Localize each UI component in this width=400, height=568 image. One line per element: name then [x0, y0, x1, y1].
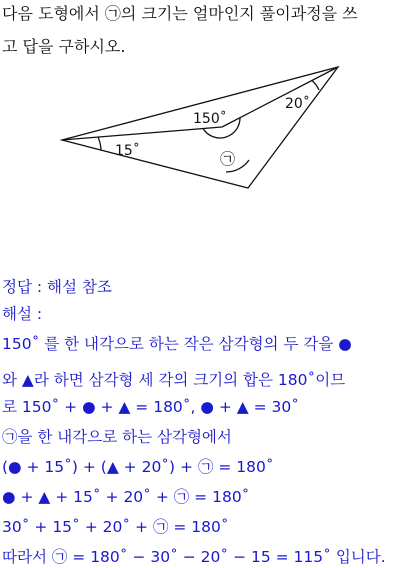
- answer-line-10: 따라서 ㉠ = 180˚ − 30˚ − 20˚ − 15 = 115˚ 입니다.: [2, 548, 386, 566]
- answer-line-7: (● + 15˚) + (▲ + 20˚) + ㉠ = 180˚: [2, 458, 274, 476]
- answer-line-8: ● + ▲ + 15˚ + 20˚ + ㉠ = 180˚: [2, 488, 250, 506]
- answer-line-2: 해설 :: [2, 305, 43, 323]
- answer-line-4: 와 ▲라 하면 삼각형 세 각의 크기의 합은 180˚이므: [2, 371, 346, 389]
- triangle-figure: [0, 60, 400, 200]
- arc-15: [98, 137, 101, 150]
- question-line-2: 고 답을 구하시오.: [2, 37, 126, 56]
- label-x: ㉠: [220, 150, 236, 168]
- answer-line-5: 로 150˚ + ● + ▲ = 180˚, ● + ▲ = 30˚: [2, 398, 299, 416]
- answer-line-9: 30˚ + 15˚ + 20˚ + ㉠ = 180˚: [2, 518, 229, 536]
- answer-line-3: 150˚ 를 한 내각으로 하는 작은 삼각형의 두 각을 ●: [2, 335, 352, 353]
- label-15: 15˚: [115, 143, 140, 159]
- label-20: 20˚: [285, 96, 310, 112]
- answer-line-1: 정답 : 해설 참조: [2, 278, 112, 296]
- answer-line-6: ㉠을 한 내각으로 하는 삼각형에서: [2, 428, 232, 446]
- question-line-1: 다음 도형에서 ㉠의 크기는 얼마인지 풀이과정을 쓰: [2, 4, 358, 23]
- arc-20: [312, 81, 319, 91]
- label-150: 150˚: [193, 111, 227, 127]
- outer-triangle: [62, 67, 338, 188]
